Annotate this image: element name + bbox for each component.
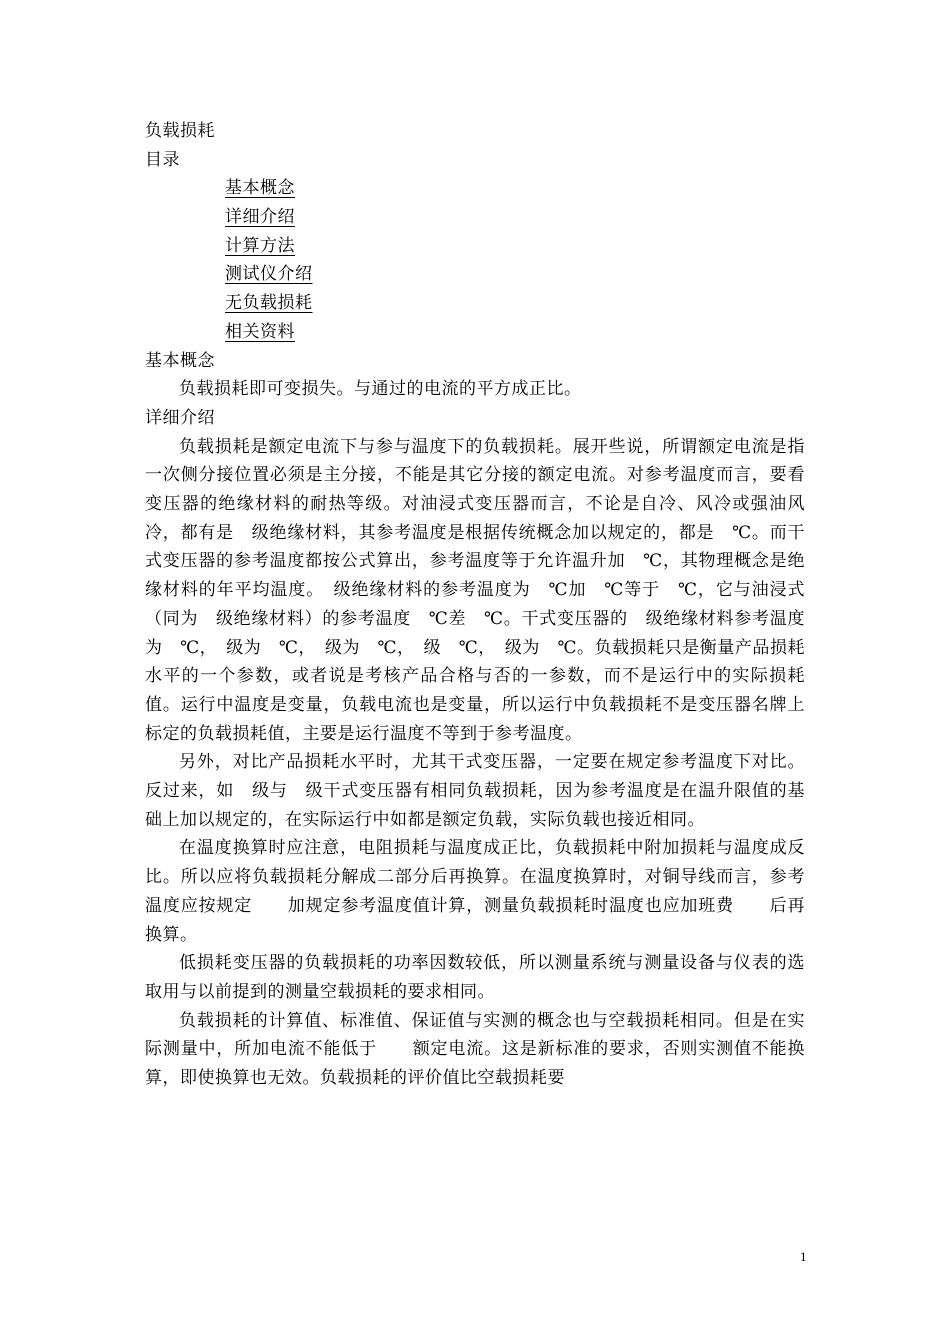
toc-item-no-load-loss xyxy=(225,289,805,318)
basic-paragraph: 负载损耗即可变损失。与通过的电流的平方成正比。 xyxy=(179,379,582,400)
toc-link-detailed-intro[interactable]: 详细介绍 xyxy=(225,207,295,228)
detail-paragraph-5: 负载损耗的计算值、标准值、保证值与实测的概念也与空载损耗相同。但是在实际测量中，所加电流不能低于 额定电流。这是新标准的要求，否则实测值不能换算，即使换算也无效。负载损耗的评价值比空载损耗要 xyxy=(145,1010,805,1089)
detail-paragraph-4: 低损耗变压器的负载损耗的功率因数较低，所以测量系统与测量设备与仪表的选取用与以前提到的测量空载损耗的要求相同。 xyxy=(145,953,805,1002)
toc-link-no-load-loss[interactable]: 无负载损耗 xyxy=(225,293,313,314)
toc-link-calculation-method[interactable]: 计算方法 xyxy=(225,235,295,256)
section-heading-basic: 基本概念 xyxy=(145,350,215,371)
toc-item-tester-intro xyxy=(225,260,805,289)
toc-list xyxy=(145,174,805,346)
detail-paragraph-2: 另外，对比产品损耗水平时，尤其干式变压器，一定要在规定参考温度下对比。反过来，如 级与 级干式变压器有相同负载损耗，因为参考温度是在温升限值的基础上加以规定的，在实际运行中如都是额定负载，实际负载也接近相同。 xyxy=(145,752,805,830)
detail-paragraph-3: 在温度换算时应注意，电阻损耗与温度成正比，负载损耗中附加损耗与温度成反比。所以应将负载损耗分解成二部分后再换算。在温度换算时，对铜导线而言，参考温度应按规定 加规定参考温度值计算，测量负载损耗时温度也应加班费 后再换算。 xyxy=(145,838,805,945)
toc-link-related-info[interactable]: 相关资料 xyxy=(225,321,295,342)
toc-item-basic-concept xyxy=(225,174,805,203)
toc-link-tester-intro[interactable]: 测试仪介绍 xyxy=(225,264,313,285)
toc-heading: 目录 xyxy=(145,149,180,170)
toc-item-detailed-intro xyxy=(225,203,805,232)
document-title: 负载损耗 xyxy=(145,121,215,141)
page-number: 1 xyxy=(800,1249,807,1264)
toc-item-related-info xyxy=(225,318,805,347)
document-body xyxy=(145,117,805,1093)
section-heading-detail: 详细介绍 xyxy=(145,407,215,428)
detail-paragraph-1: 负载损耗是额定电流下与参与温度下的负载损耗。展开些说，所谓额定电流是指一次侧分接位置必须是主分接，不能是其它分接的额定电流。对参考温度而言，要看变压器的绝缘材料的耐热等级。对油浸式变压器而言，不论是自冷、风冷或强油风冷，都有是 级绝缘材料，其参考温度是根据传统概念加以规定的，都是 ℃。而干式变压器的参考温度都按公式算出，参考温度等于允许温升加 ℃，其物理概念是绝缘材料的年平均温度。 级绝缘材料的参考温度为 ℃加 ℃等于 ℃，它与油浸式（同为 级绝缘材料）的参考温度 ℃差 ℃。干式变压器的 级绝缘材料参考温度为 ℃， 级为 ℃， 级为 ℃， 级 ℃， 级为 ℃。负载损耗只是衡量产品损耗水平的一个参数，或者说是考核产品合格与否的一参数，而不是运行中的实际损耗值。运行中温度是变量，负载电流也是变量，所以运行中负载损耗不是变压器名牌上标定的负载损耗值，主要是运行温度不等到于参考温度。 xyxy=(145,436,805,744)
toc-item-calculation-method xyxy=(225,232,805,261)
toc-link-basic-concept[interactable]: 基本概念 xyxy=(225,178,295,199)
